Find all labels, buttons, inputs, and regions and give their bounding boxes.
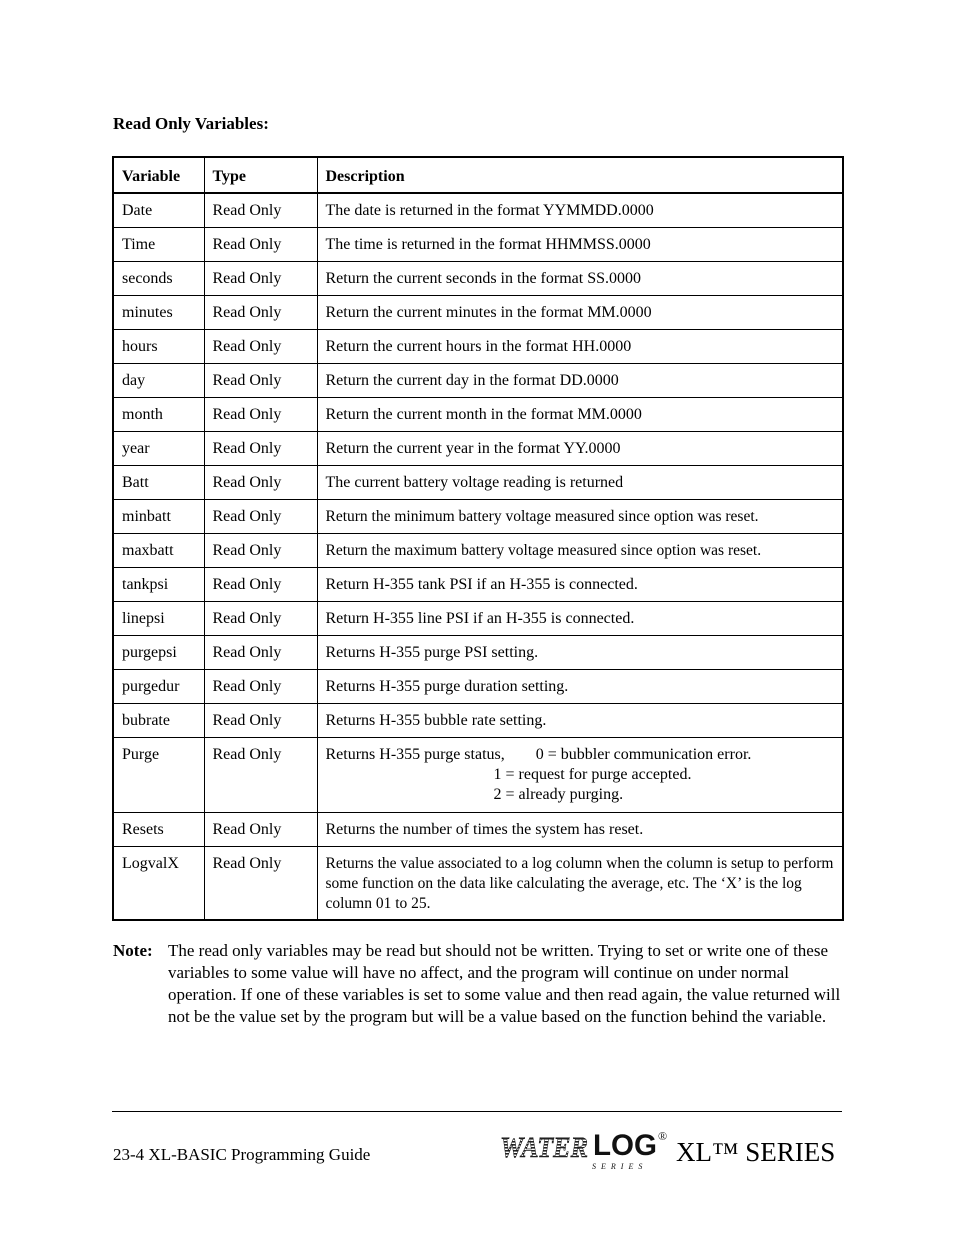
cell-variable: minutes bbox=[113, 295, 204, 329]
header-type: Type bbox=[204, 157, 317, 193]
logo-water-text: WATER bbox=[500, 1131, 588, 1164]
cell-variable: month bbox=[113, 397, 204, 431]
cell-description: Return the current year in the format YY.0000 bbox=[317, 431, 843, 465]
cell-type: Read Only bbox=[204, 329, 317, 363]
cell-type: Read Only bbox=[204, 703, 317, 737]
footer-divider bbox=[112, 1111, 842, 1112]
cell-type: Read Only bbox=[204, 261, 317, 295]
table-row bbox=[113, 329, 843, 363]
cell-variable: bubrate bbox=[113, 703, 204, 737]
table-row bbox=[113, 431, 843, 465]
table-row bbox=[113, 227, 843, 261]
logo-series-text: SERIES bbox=[592, 1162, 648, 1171]
cell-variable: linepsi bbox=[113, 601, 204, 635]
cell-type: Read Only bbox=[204, 295, 317, 329]
cell-variable: Batt bbox=[113, 465, 204, 499]
table-row bbox=[113, 669, 843, 703]
cell-variable: LogvalX bbox=[113, 846, 204, 920]
cell-description: Return H-355 line PSI if an H-355 is connected. bbox=[317, 601, 843, 635]
cell-description: Return the current day in the format DD.0000 bbox=[317, 363, 843, 397]
cell-variable: hours bbox=[113, 329, 204, 363]
cell-description: Return the current hours in the format HH.0000 bbox=[317, 329, 843, 363]
cell-description: Return H-355 tank PSI if an H-355 is connected. bbox=[317, 567, 843, 601]
cell-type: Read Only bbox=[204, 363, 317, 397]
note-text: The read only variables may be read but should not be written. Trying to set or write one of these variables to some value will have no affect, and the program will continue on under normal operation. If one of these variables is set to some value and then read again, the value returned will not be the value set by the program but will be a value based on the function behind the variable. bbox=[168, 941, 841, 1026]
cell-description: Return the current month in the format MM.0000 bbox=[317, 397, 843, 431]
cell-description: The time is returned in the format HHMMSS.0000 bbox=[317, 227, 843, 261]
cell-type: Read Only bbox=[204, 397, 317, 431]
cell-description: Return the maximum battery voltage measured since option was reset. bbox=[317, 533, 843, 567]
cell-description: The current battery voltage reading is returned bbox=[317, 465, 843, 499]
header-description: Description bbox=[317, 157, 843, 193]
cell-variable: purgedur bbox=[113, 669, 204, 703]
cell-variable: tankpsi bbox=[113, 567, 204, 601]
waterlog-logo bbox=[500, 1126, 672, 1172]
cell-variable: Date bbox=[113, 193, 204, 227]
cell-description: Returns the number of times the system has reset. bbox=[317, 812, 843, 846]
section-title: Read Only Variables: bbox=[113, 114, 269, 133]
table-row-logval bbox=[113, 846, 843, 920]
cell-variable: Resets bbox=[113, 812, 204, 846]
cell-type: Read Only bbox=[204, 812, 317, 846]
table-row bbox=[113, 295, 843, 329]
cell-variable: purgepsi bbox=[113, 635, 204, 669]
read-only-variables-table bbox=[112, 156, 844, 921]
table-row bbox=[113, 601, 843, 635]
cell-type: Read Only bbox=[204, 669, 317, 703]
cell-variable: maxbatt bbox=[113, 533, 204, 567]
cell-type: Read Only bbox=[204, 499, 317, 533]
table-row bbox=[113, 363, 843, 397]
cell-type: Read Only bbox=[204, 193, 317, 227]
xl-series-label: XL™ SERIES bbox=[676, 1137, 836, 1167]
header-variable: Variable bbox=[113, 157, 204, 193]
cell-description: Return the current minutes in the format MM.0000 bbox=[317, 295, 843, 329]
cell-type: Read Only bbox=[204, 846, 317, 920]
cell-description: Returns H-355 bubble rate setting. bbox=[317, 703, 843, 737]
table-row bbox=[113, 533, 843, 567]
purge-status-line-0 bbox=[326, 745, 835, 765]
cell-description: Return the minimum battery voltage measured since option was reset. bbox=[317, 499, 843, 533]
cell-type: Read Only bbox=[204, 567, 317, 601]
note-label: Note: bbox=[113, 941, 153, 960]
cell-description: Returns the value associated to a log column when the column is setup to perform some function on the data like calculating the average, etc. The ‘X’ is the log column 01 to 25. bbox=[317, 846, 843, 920]
cell-type: Read Only bbox=[204, 635, 317, 669]
table-row bbox=[113, 812, 843, 846]
table-row bbox=[113, 499, 843, 533]
cell-variable: seconds bbox=[113, 261, 204, 295]
cell-variable: year bbox=[113, 431, 204, 465]
table-row bbox=[113, 635, 843, 669]
table-row bbox=[113, 703, 843, 737]
table-header-row bbox=[113, 157, 843, 193]
cell-type: Read Only bbox=[204, 737, 317, 812]
cell-description: Returns H-355 purge PSI setting. bbox=[317, 635, 843, 669]
table-row bbox=[113, 261, 843, 295]
cell-variable: Time bbox=[113, 227, 204, 261]
logo-log-text: LOG bbox=[593, 1129, 657, 1162]
table-row bbox=[113, 397, 843, 431]
cell-type: Read Only bbox=[204, 465, 317, 499]
cell-type: Read Only bbox=[204, 227, 317, 261]
table-row-purge bbox=[113, 737, 843, 812]
cell-type: Read Only bbox=[204, 601, 317, 635]
table-row bbox=[113, 465, 843, 499]
purge-lead: Returns H-355 purge status, bbox=[325, 745, 505, 763]
logo-registered-text: ® bbox=[658, 1129, 668, 1143]
cell-variable: Purge bbox=[113, 737, 204, 812]
cell-variable: day bbox=[113, 363, 204, 397]
cell-type: Read Only bbox=[204, 533, 317, 567]
purge-status-0: 0 = bubbler communication error. bbox=[535, 745, 752, 763]
table-row bbox=[113, 193, 843, 227]
cell-description: Return the current seconds in the format SS.0000 bbox=[317, 261, 843, 295]
footer-page-label: 23-4 XL-BASIC Programming Guide bbox=[113, 1145, 371, 1164]
table-row bbox=[113, 567, 843, 601]
cell-variable: minbatt bbox=[113, 499, 204, 533]
purge-status-1: 1 = request for purge accepted. bbox=[493, 765, 692, 783]
cell-description bbox=[317, 737, 843, 812]
purge-status-2: 2 = already purging. bbox=[493, 785, 624, 803]
cell-description: Returns H-355 purge duration setting. bbox=[317, 669, 843, 703]
cell-type: Read Only bbox=[204, 431, 317, 465]
cell-description: The date is returned in the format YYMMDD.0000 bbox=[317, 193, 843, 227]
